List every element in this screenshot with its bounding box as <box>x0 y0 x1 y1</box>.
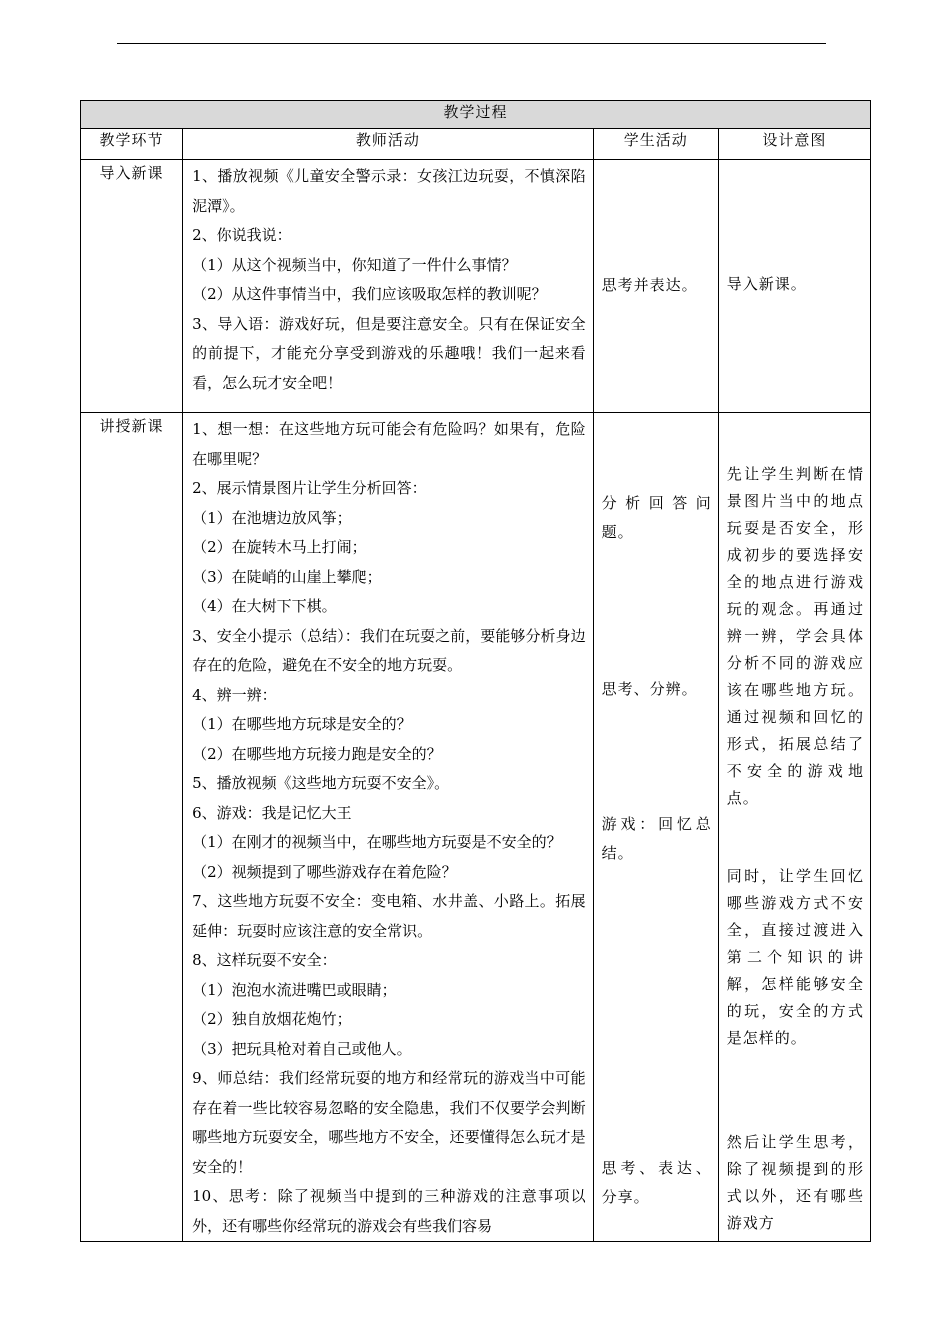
student-activity-cell <box>593 413 718 1242</box>
table-title-row <box>81 101 871 129</box>
student-activity-text: 思考、表达、分享。 <box>601 1159 712 1206</box>
table-row <box>81 160 871 413</box>
teacher-activity-cell <box>183 413 594 1242</box>
header-teacher-activity: 教师活动 <box>183 129 594 160</box>
table-title: 教学过程 <box>81 101 871 129</box>
teacher-step: 1、想一想：在这些地方玩可能会有危险吗？如果有，危险在哪里呢？ <box>192 420 586 468</box>
teacher-substep: （1）从这个视频当中，你知道了一件什么事情？ <box>192 255 517 274</box>
student-activity-cell <box>593 160 718 413</box>
stage-cell: 讲授新课 <box>81 413 183 1242</box>
student-activity-text: 思考并表达。 <box>601 276 698 294</box>
teacher-substep: （3）在陡峭的山崖上攀爬； <box>192 567 382 586</box>
header-student-activity: 学生活动 <box>593 129 718 160</box>
student-activity-text: 思考、分辨。 <box>601 680 698 698</box>
teacher-substep: （1）在哪些地方玩球是安全的？ <box>192 715 412 733</box>
teaching-process-table <box>80 100 871 1242</box>
teacher-step: 5、播放视频《这些地方玩耍不安全》。 <box>192 774 450 792</box>
teacher-step: 2、展示情景图片让学生分析回答： <box>192 479 427 497</box>
header-stage: 教学环节 <box>81 129 183 160</box>
design-intent-text: 然后让学生思考，除了视频提到的形式以外，还有哪些游戏方 <box>726 1133 864 1232</box>
teacher-substep: （1）在池塘边放风筝； <box>192 508 352 527</box>
design-intent-text: 导入新课。 <box>726 275 807 293</box>
teacher-step: 3、导入语：游戏好玩，但是要注意安全。只有在保证安全的前提下，才能充分享受到游戏的乐趣哦！我们一起来看看，怎么玩才安全吧！ <box>192 314 586 392</box>
stage-cell: 导入新课 <box>81 160 183 413</box>
teacher-substep: （1）泡泡水流进嘴巴或眼睛； <box>192 980 397 999</box>
design-intent-cell <box>718 413 870 1242</box>
teacher-substep: （2）独自放烟花炮竹； <box>192 1010 352 1028</box>
teacher-step: 3、安全小提示（总结）：我们在玩耍之前，要能够分析身边存在的危险，避免在不安全的地方玩耍。 <box>192 626 586 674</box>
table-row <box>81 413 871 1242</box>
teacher-substep: （2）在哪些地方玩接力跑是安全的？ <box>192 744 442 763</box>
teacher-step: 4、辨一辨： <box>192 685 277 704</box>
teacher-step: 1、播放视频《儿童安全警示录：女孩江边玩耍，不慎深陷泥潭》。 <box>192 167 586 215</box>
teacher-step: 8、这样玩耍不安全： <box>192 951 337 969</box>
teacher-substep: （3）把玩具枪对着自己或他人。 <box>192 1039 412 1058</box>
student-activity-text: 游戏：回忆总结。 <box>601 815 712 862</box>
teacher-step: 9、师总结：我们经常玩耍的地方和经常玩的游戏当中可能存在着一些比较容易忽略的安全隐患，我们不仅要学会判断哪些地方玩耍安全，哪些地方不安全，还要懂得怎么玩才是安全的！ <box>192 1069 586 1176</box>
table-header-row <box>81 129 871 160</box>
teacher-step: 7、这些地方玩耍不安全：变电箱、水井盖、小路上。拓展延伸：玩耍时应该注意的安全常识。 <box>192 892 586 940</box>
header-design-intent: 设计意图 <box>718 129 870 160</box>
teacher-activity-cell <box>183 160 594 413</box>
teacher-substep: （2）视频提到了哪些游戏存在着危险？ <box>192 862 457 881</box>
design-intent-text: 先让学生判断在情景图片当中的地点玩耍是否安全，形成初步的要选择安全的地点进行游戏玩的观念。再通过辨一辨，学会具体分析不同的游戏应该在哪些地方玩。通过视频和回忆的形式，拓展总结了不安全的游戏地点。 <box>726 465 864 807</box>
teacher-substep: （1）在刚才的视频当中，在哪些地方玩耍是不安全的？ <box>192 833 562 851</box>
teacher-substep: （2）在旋转木马上打闹； <box>192 538 367 556</box>
teacher-step: 6、游戏：我是记忆大王 <box>192 803 352 822</box>
teacher-step: 2、你说我说： <box>192 226 292 244</box>
teacher-substep: （4）在大树下下棋。 <box>192 597 337 615</box>
student-activity-text: 分析回答问题。 <box>601 494 712 541</box>
design-intent-text: 同时，让学生回忆哪些游戏方式不安全，直接过渡进入第二个知识的讲解，怎样能够安全的玩，安全的方式是怎样的。 <box>726 867 864 1047</box>
design-intent-cell <box>718 160 870 413</box>
header-rule <box>117 43 826 44</box>
teacher-substep: （2）从这件事情当中，我们应该吸取怎样的教训呢？ <box>192 285 547 303</box>
teacher-step: 10、思考：除了视频当中提到的三种游戏的注意事项以外，还有哪些你经常玩的游戏会有些我们容易 <box>192 1187 586 1235</box>
